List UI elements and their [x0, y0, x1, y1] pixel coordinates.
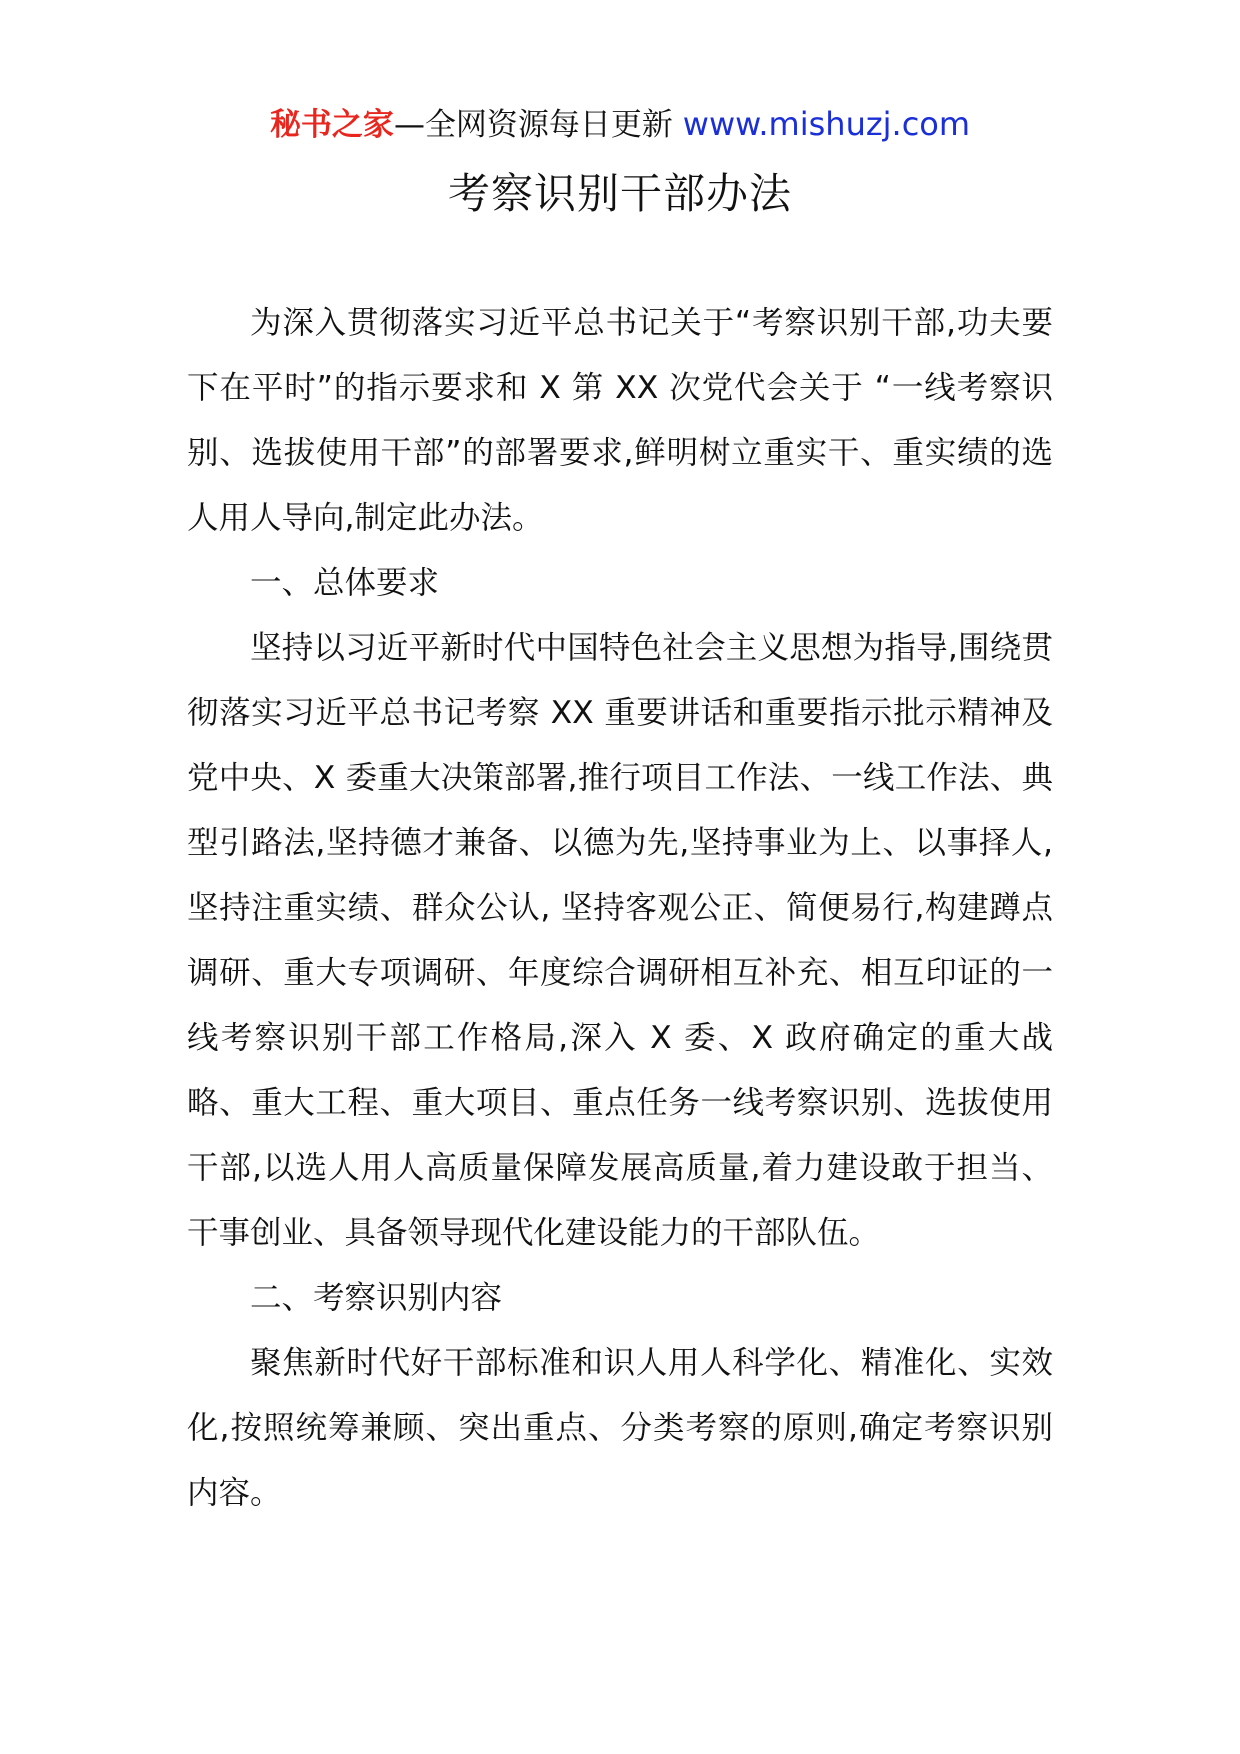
document-body	[187, 291, 1053, 1526]
document-title: 考察识别干部办法	[447, 169, 792, 218]
section-heading-general-requirements: 一、总体要求	[250, 565, 440, 601]
header-banner	[0, 102, 1240, 147]
header-tagline: —全网资源每日更新	[393, 107, 683, 143]
general-requirements-paragraph: 坚持以习近平新时代中国特色社会主义思想为指导,围绕贯彻落实习近平总书记考察 XX 重要讲话和重要指示批示精神及党中央、X 委重大决策部署,推行项目工作法、一线工作法、典型引路法,坚持德才兼备、以德为先,坚持事业为上、以事择人,坚持注重实绩、群众公认, 坚持客观公正、简便易行,构建蹲点调研、重大专项调研、年度综合调研相互补充、相互印证的一线考察识别干部工作格局,深入 X 委、X 政府确定的重大战略、重大工程、重大项目、重点任务一线考察识别、选拔使用干部,以选人用人高质量保障发展高质量,着力建设敢于担当、干事创业、具备领导现代化建设能力的干部队伍。	[187, 630, 1053, 1251]
site-url-link[interactable]: www.mishuzj.com	[682, 105, 971, 143]
brand-name: 秘书之家	[269, 107, 394, 143]
assessment-content-paragraph: 聚焦新时代好干部标准和识人用人科学化、精准化、实效化,按照统筹兼顾、突出重点、分类考察的原则,确定考察识别内容。	[187, 1345, 1053, 1511]
section-heading-assessment-content: 二、考察识别内容	[250, 1280, 503, 1316]
intro-paragraph: 为深入贯彻落实习近平总书记关于“考察识别干部,功夫要下在平时”的指示要求和 X 第 XX 次党代会关于 “一线考察识别、选拔使用干部”的部署要求,鲜明树立重实干、重实绩的选人用人导向,制定此办法。	[187, 305, 1053, 536]
